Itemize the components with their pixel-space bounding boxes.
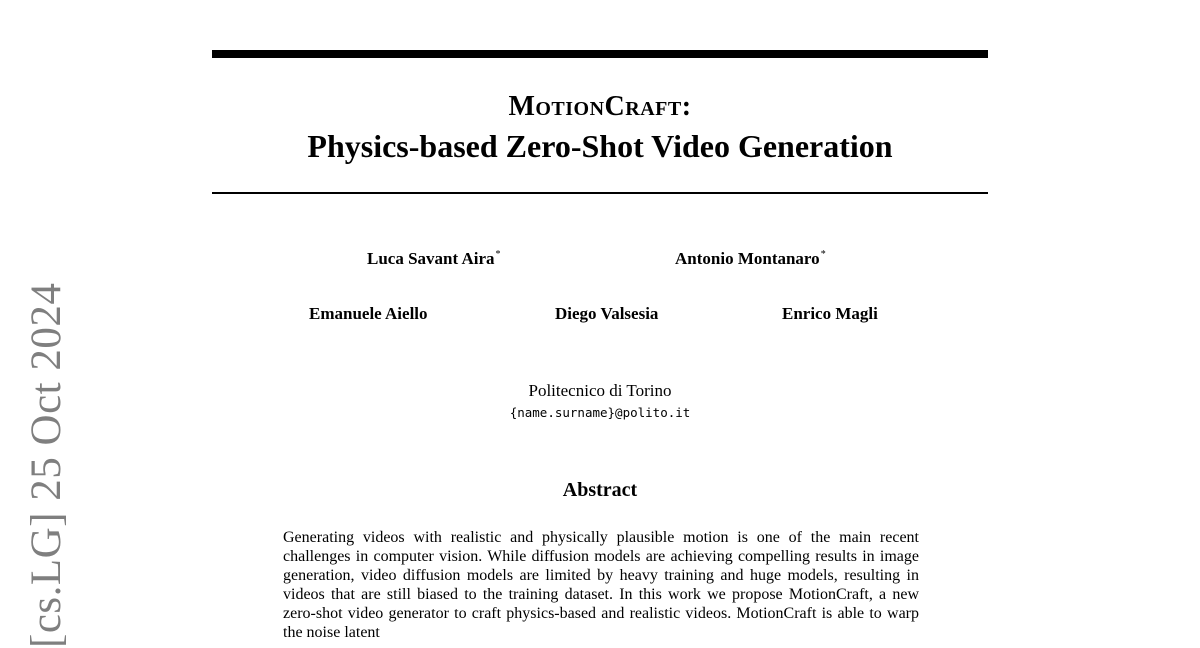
top-rule (212, 50, 988, 58)
author-name: Antonio Montanaro (675, 249, 820, 268)
abstract-text: Generating videos with realistic and physically plausible motion is one of the main recent challenges in computer vision. While diffusion models are achieving compelling results in image generation, video diffusion models are limited by heavy training and huge models, resulting in videos that are still biased to the training dataset. In this work we propose MotionCraft, a new zero-shot video generator to craft physics-based and realistic videos. MotionCraft is able to warp the noise latent (283, 529, 919, 641)
arxiv-stamp: [cs.LG] 25 Oct 2024 (23, 282, 70, 648)
equal-contribution-mark: * (820, 249, 826, 261)
author-name: Emanuele Aiello (309, 304, 428, 323)
abstract-heading: Abstract (562, 479, 638, 501)
author-2 (675, 249, 826, 269)
email-address: {name.surname}@polito.it (509, 405, 691, 420)
paper-title (212, 88, 988, 166)
author-3 (309, 304, 428, 324)
title-line-2: Physics-based Zero-Shot Video Generation (307, 128, 893, 164)
author-4 (555, 304, 658, 324)
affiliation: Politecnico di Torino (528, 381, 672, 400)
equal-contribution-mark: * (495, 249, 501, 261)
author-1 (367, 249, 501, 269)
title-rule (212, 192, 988, 194)
author-name: Diego Valsesia (555, 304, 659, 323)
author-name: Enrico Magli (782, 304, 878, 323)
title-line-1: MotionCraft: (508, 91, 692, 122)
author-name: Luca Savant Aira (367, 249, 495, 268)
author-5 (782, 304, 878, 324)
